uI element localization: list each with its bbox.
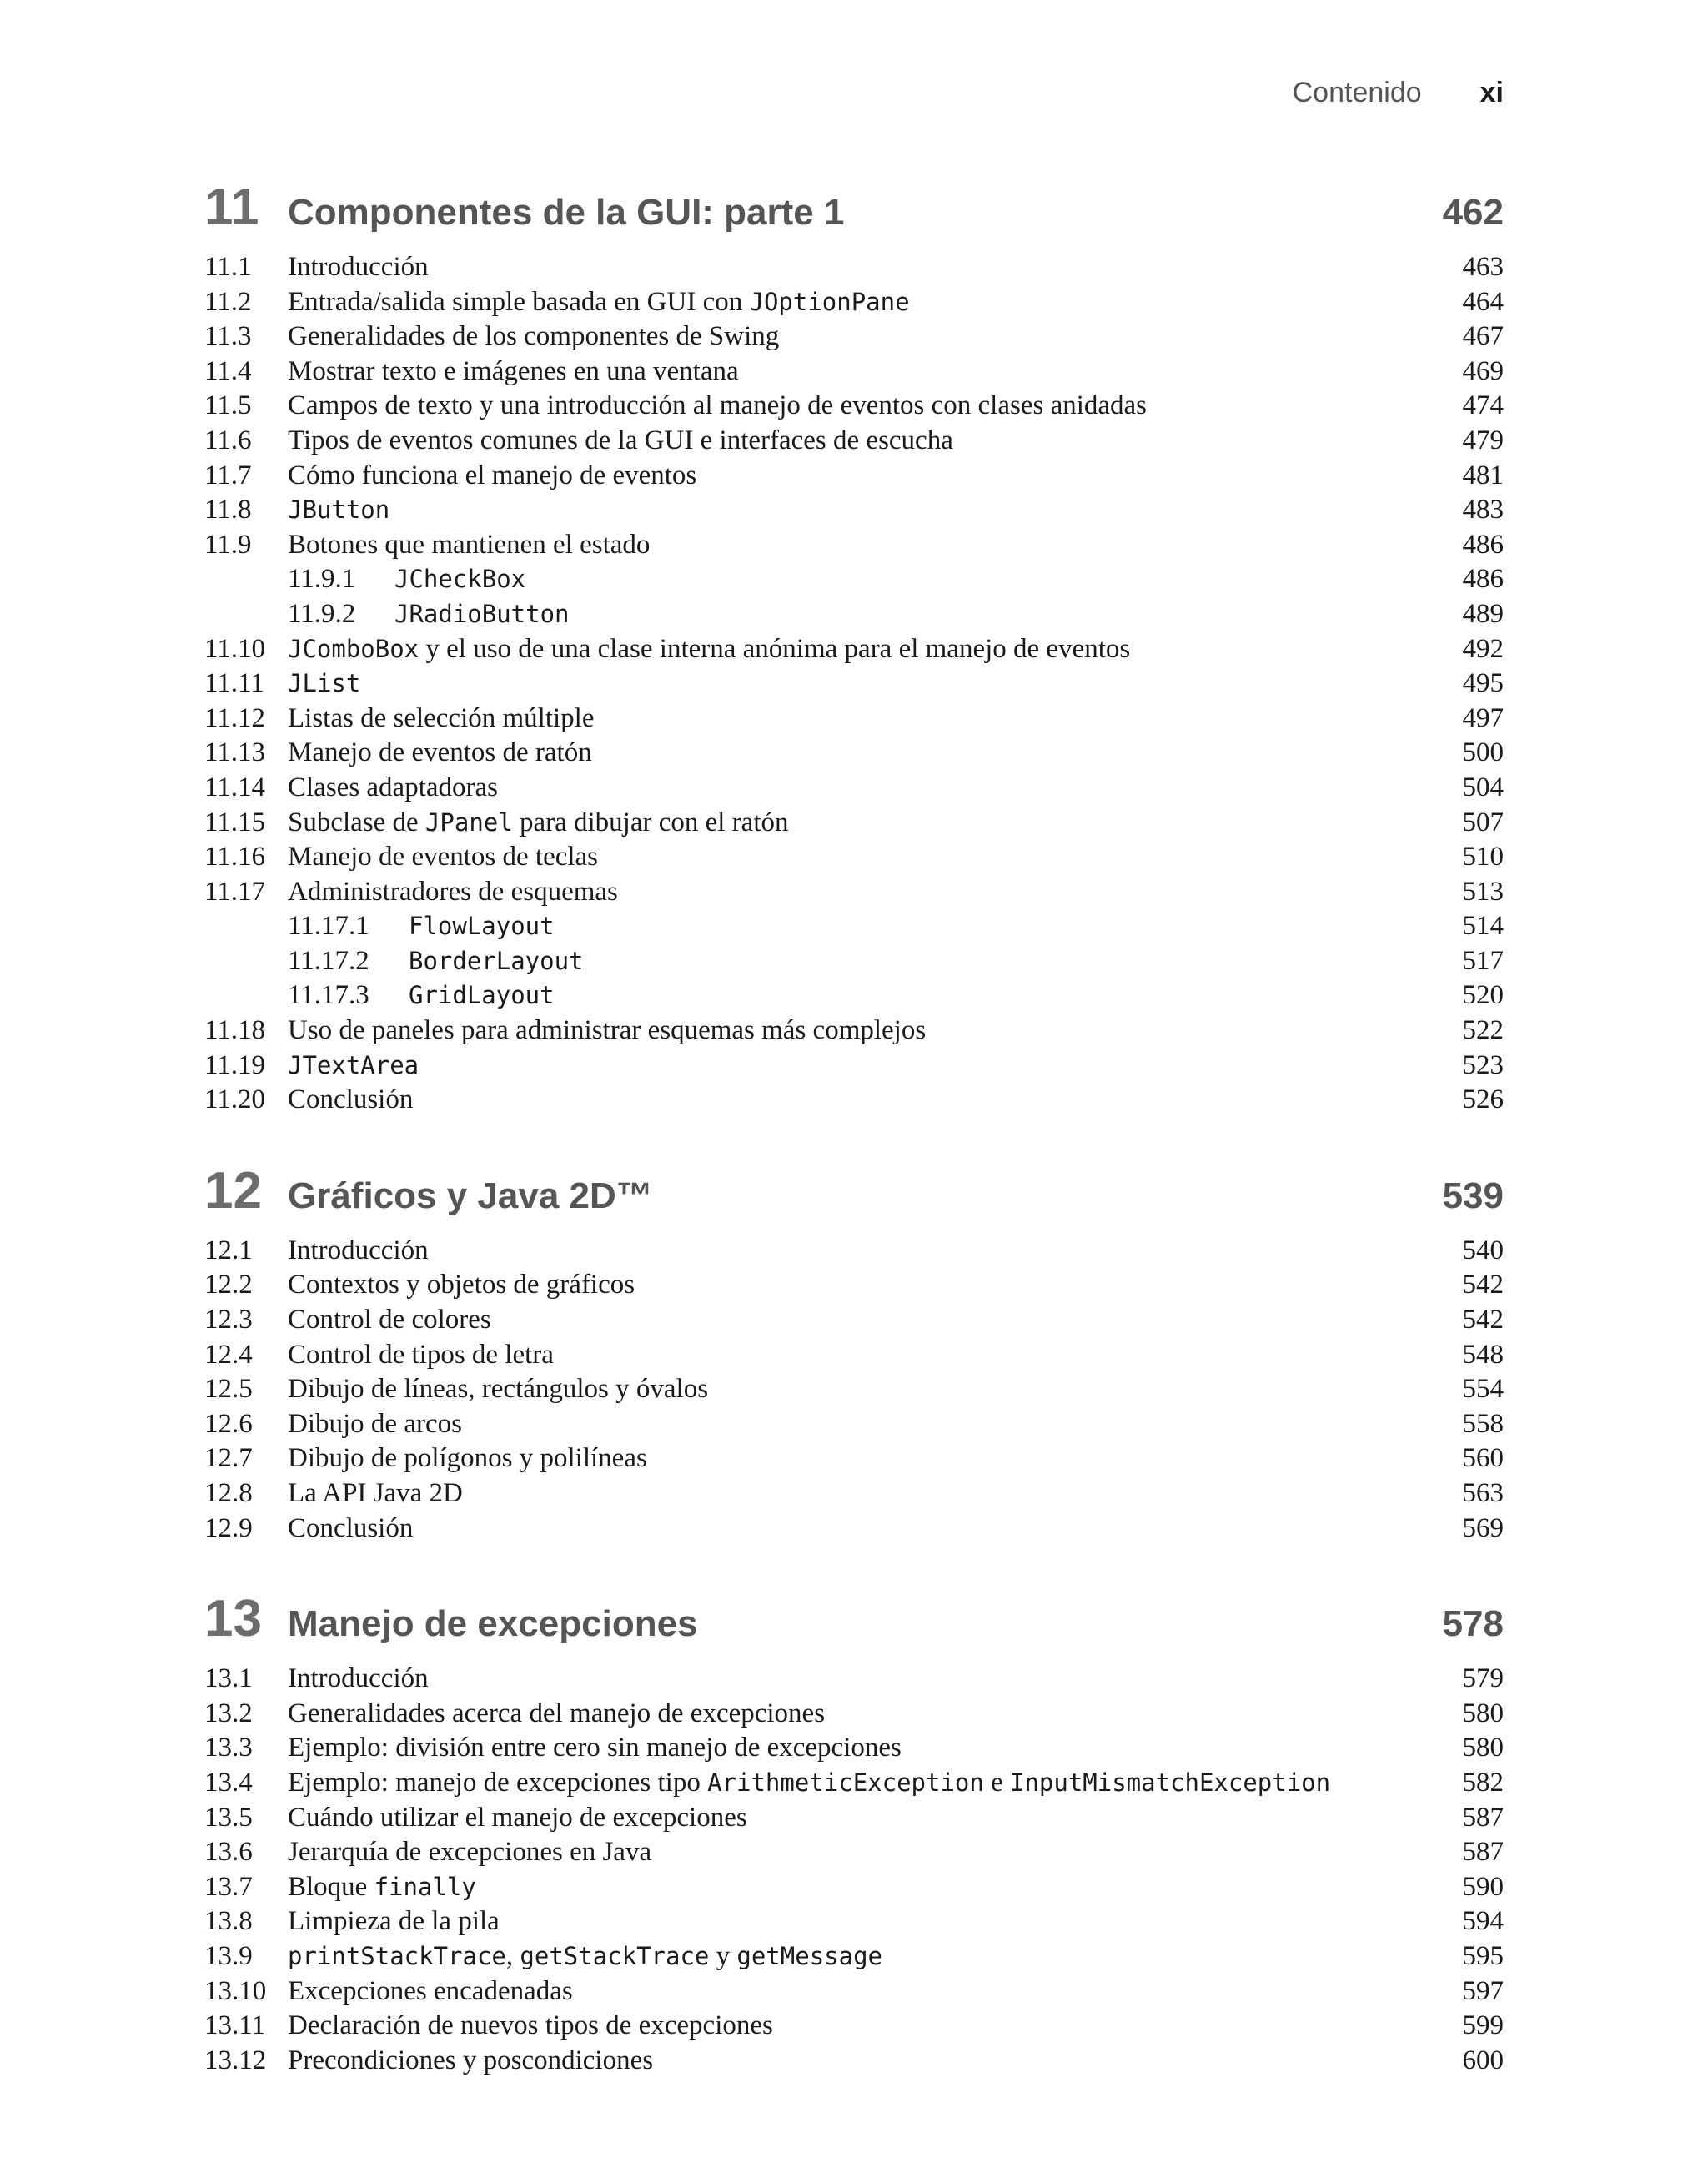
code-term: JOptionPane [749,287,910,316]
section-number: 13.6 [204,1837,253,1868]
section-title [288,530,1463,561]
chapter-heading[interactable] [204,1590,1504,1663]
toc-entry[interactable] [204,842,1504,877]
section-page-number: 580 [1462,1733,1504,1763]
section-number: 11.11 [204,668,264,699]
section-number: 13.9 [204,1940,253,1971]
section-number: 11.12 [204,702,266,733]
title-text: Conclusión [288,1512,414,1543]
section-title [288,1663,1463,1694]
running-header-page-number: xi [1479,77,1504,108]
section-page-number: 495 [1462,668,1504,699]
section-title [288,1409,1463,1440]
toc-entry[interactable] [204,980,1504,1015]
title-text: Generalidades acerca del manejo de excepciones [288,1698,826,1728]
section-page-number: 563 [1462,1478,1504,1508]
title-text: Clases adaptadoras [288,772,498,802]
section-page-number: 522 [1462,1015,1504,1046]
section-number: 11.16 [204,842,266,873]
running-header [1293,77,1504,109]
chapter-heading[interactable] [204,179,1504,252]
code-term: JTextArea [288,1050,419,1079]
section-number: 11.8 [204,495,252,526]
section-title [288,1050,1463,1081]
title-text: Cómo funciona el manejo de eventos [288,460,697,490]
section-page-number: 590 [1462,1871,1504,1902]
toc-entry[interactable] [204,1768,1504,1803]
toc-entry[interactable] [204,772,1504,807]
section-title [288,1084,1463,1115]
section-title [288,1976,1463,2007]
title-text: Declaración de nuevos tipos de excepciones [288,2010,773,2041]
section-title [288,1733,1463,1763]
section-number: 12.7 [204,1443,253,1474]
title-text: Administradores de esquemas [288,876,618,907]
chapter-page-number: 578 [1442,1603,1504,1645]
section-page-number: 523 [1462,1049,1504,1080]
title-text: y [709,1940,737,1971]
section-page-number: 492 [1462,633,1504,664]
section-number: 13.11 [204,2010,266,2041]
section-number: 11.2 [204,286,252,317]
title-text: Introducción [288,1235,429,1265]
toc-entry[interactable] [204,1340,1504,1375]
section-number: 12.8 [204,1478,253,1508]
toc-entry[interactable] [204,1478,1504,1513]
section-number: 11.7 [204,460,252,490]
toc-entry[interactable] [204,425,1504,460]
toc-entry[interactable] [204,1837,1504,1872]
chapter-number: 12 [204,1161,262,1220]
section-number: 11.13 [204,737,266,768]
section-number: 13.7 [204,1871,253,1902]
title-text: Ejemplo: división entre cero sin manejo de excepciones [288,1733,902,1763]
code-term: JButton [288,495,390,525]
section-title [288,252,1463,283]
section-page-number: 587 [1462,1802,1504,1833]
toc-entry[interactable] [204,495,1504,530]
title-text: Manejo de eventos de ratón [288,737,592,768]
section-number: 11.17 [204,876,266,907]
section-list [204,1235,1504,1547]
title-text: Limpieza de la pila [288,1906,500,1937]
section-page-number: 463 [1462,252,1504,282]
section-title [409,911,1463,942]
section-number: 11.18 [204,1015,266,1046]
code-term: BorderLayout [409,946,584,975]
section-page-number: 597 [1462,1975,1504,2006]
title-text: Precondiciones y poscondiciones [288,2045,654,2075]
section-number: 12.4 [204,1339,253,1370]
section-number: 11.10 [204,633,266,664]
section-number: 11.14 [204,772,266,802]
section-number: 13.8 [204,1906,253,1937]
section-title [288,772,1463,803]
section-number: 11.9.1 [288,564,356,595]
title-text: Contextos y objetos de gráficos [288,1270,635,1300]
section-title [288,877,1463,908]
chapter-number: 11 [204,179,259,236]
section-page-number: 486 [1462,529,1504,560]
section-page-number: 579 [1462,1663,1504,1694]
section-title [409,946,1463,977]
toc-entry[interactable] [204,390,1504,425]
section-title [288,807,1463,838]
code-term: JList [288,669,361,698]
section-number: 13.10 [204,1975,267,2006]
section-page-number: 587 [1462,1837,1504,1868]
section-number: 12.6 [204,1408,253,1439]
toc-entry[interactable] [204,321,1504,356]
code-term: finally [374,1872,476,1901]
section-title [288,495,1463,526]
running-header-title: Contenido [1292,77,1422,108]
section-title [394,564,1463,595]
section-number: 13.1 [204,1663,253,1694]
title-text: Campos de texto y una introducción al manejo de eventos con clases anidadas [288,390,1148,421]
section-page-number: 479 [1462,425,1504,455]
chapter-13 [204,1590,1504,2080]
section-title [288,321,1463,352]
title-text: Entrada/salida simple basada en GUI con [288,286,750,317]
toc-entry[interactable] [204,1976,1504,2011]
title-text: Dibujo de arcos [288,1408,462,1439]
section-title [288,1235,1463,1266]
toc-entry[interactable] [204,287,1504,322]
toc-entry[interactable] [204,703,1504,738]
section-number: 13.12 [204,2045,267,2075]
section-number: 11.3 [204,321,252,352]
section-title [288,703,1463,734]
title-text: Uso de paneles para administrar esquemas más complejos [288,1015,927,1046]
title-text: Dibujo de líneas, rectángulos y óvalos [288,1374,709,1405]
section-title [288,1803,1463,1833]
section-number: 11.5 [204,390,252,421]
toc-entry[interactable] [204,1050,1504,1085]
section-page-number: 599 [1462,2010,1504,2041]
section-page-number: 520 [1462,980,1504,1011]
section-title [288,737,1463,768]
section-title [394,599,1463,630]
toc-entry[interactable] [204,252,1504,287]
section-number: 11.4 [204,355,252,386]
title-text: Excepciones encadenadas [288,1975,573,2006]
section-page-number: 510 [1462,842,1504,873]
toc-entry[interactable] [204,634,1504,669]
toc-entry[interactable] [204,807,1504,843]
toc-entry[interactable] [204,1941,1504,1976]
title-text: Ejemplo: manejo de excepciones tipo [288,1767,708,1798]
toc-entry[interactable] [204,2010,1504,2045]
toc-entry[interactable] [204,946,1504,981]
code-term: InputMismatchException [1009,1768,1331,1797]
title-text: Dibujo de polígonos y polilíneas [288,1443,647,1474]
section-page-number: 569 [1462,1512,1504,1543]
section-title [288,1443,1463,1474]
section-title [288,1270,1463,1300]
toc-entry[interactable] [204,1663,1504,1698]
section-number: 11.19 [204,1049,266,1080]
toc-entry[interactable] [204,564,1504,599]
section-title [288,425,1463,456]
title-text: e [983,1767,1010,1798]
chapter-page-number: 462 [1442,192,1504,233]
code-term: JRadioButton [394,599,570,628]
section-title [288,356,1463,387]
toc-entry[interactable] [204,1443,1504,1478]
title-text: Generalidades de los componentes de Swing [288,321,780,352]
section-number: 11.6 [204,425,252,455]
section-title [288,1906,1463,1937]
section-number: 13.4 [204,1767,253,1798]
toc-entry[interactable] [204,530,1504,565]
section-title [288,1374,1463,1405]
section-page-number: 486 [1462,564,1504,595]
section-title [288,842,1463,873]
section-title [409,980,1463,1011]
section-title [288,287,1463,318]
section-number: 12.9 [204,1512,253,1543]
toc-entry[interactable] [204,1803,1504,1838]
section-page-number: 489 [1462,598,1504,629]
table-of-contents [204,179,1504,2125]
section-page-number: 542 [1462,1305,1504,1335]
section-number: 13.3 [204,1733,253,1763]
section-title [288,390,1463,421]
title-text: Introducción [288,1663,429,1694]
toc-entry[interactable] [204,1235,1504,1270]
toc-entry[interactable] [204,1084,1504,1119]
toc-entry[interactable] [204,1305,1504,1340]
section-number: 11.17.1 [288,911,369,942]
title-text: , [505,1940,520,1971]
toc-entry[interactable] [204,460,1504,495]
section-title [288,1872,1463,1903]
toc-entry[interactable] [204,1698,1504,1733]
title-text: Jerarquía de excepciones en Java [288,1837,652,1868]
title-text: Conclusión [288,1084,414,1115]
code-term: getMessage [736,1941,882,1970]
section-page-number: 474 [1462,390,1504,421]
section-page-number: 469 [1462,355,1504,386]
section-page-number: 548 [1462,1339,1504,1370]
section-page-number: 542 [1462,1270,1504,1300]
section-page-number: 540 [1462,1235,1504,1265]
section-page-number: 513 [1462,876,1504,907]
section-title [288,2010,1463,2041]
title-text: Mostrar texto e imágenes en una ventana [288,355,739,386]
section-number: 12.2 [204,1270,253,1300]
toc-entry[interactable] [204,1374,1504,1409]
chapter-11 [204,179,1504,1119]
section-title [288,2045,1463,2076]
toc-entry[interactable] [204,877,1504,912]
section-page-number: 594 [1462,1906,1504,1937]
code-term: JPanel [424,807,513,837]
section-page-number: 526 [1462,1084,1504,1115]
title-text: Manejo de eventos de teclas [288,842,599,873]
chapter-heading[interactable] [204,1161,1504,1235]
section-number: 11.9 [204,529,252,560]
chapter-number: 13 [204,1590,262,1648]
section-page-number: 497 [1462,702,1504,733]
toc-entry[interactable] [204,1270,1504,1305]
section-title [288,668,1463,699]
toc-entry[interactable] [204,911,1504,946]
title-text: Control de colores [288,1305,491,1335]
chapter-title: Componentes de la GUI: parte 1 [288,192,845,233]
section-page-number: 464 [1462,286,1504,317]
section-title [288,1015,1463,1046]
chapter-12 [204,1161,1504,1547]
title-text: Cuándo utilizar el manejo de excepciones [288,1802,747,1833]
section-page-number: 580 [1462,1698,1504,1728]
section-title [288,1305,1463,1335]
code-term: printStackTrace [288,1941,506,1970]
code-term: JComboBox [288,634,419,663]
section-page-number: 467 [1462,321,1504,352]
title-text: Control de tipos de letra [288,1339,554,1370]
section-title [288,460,1463,491]
chapter-title: Gráficos y Java 2D™ [288,1175,653,1216]
code-term: ArithmeticException [707,1768,984,1797]
section-title [288,1698,1463,1729]
section-page-number: 504 [1462,772,1504,802]
section-page-number: 600 [1462,2045,1504,2075]
section-title [288,1768,1463,1798]
toc-entry[interactable] [204,1015,1504,1050]
title-text: Bloque [288,1871,374,1902]
code-term: GridLayout [409,981,555,1010]
section-number: 12.3 [204,1305,253,1335]
section-page-number: 500 [1462,737,1504,768]
chapter-title: Manejo de excepciones [288,1603,698,1645]
section-number: 12.1 [204,1235,253,1265]
section-number: 11.15 [204,807,266,837]
code-term: getStackTrace [520,1941,710,1970]
section-number: 11.9.2 [288,598,356,629]
section-title [288,634,1463,665]
section-page-number: 483 [1462,495,1504,526]
toc-entry[interactable] [204,1513,1504,1548]
title-text: para dibujar con el ratón [512,807,789,837]
section-number: 11.1 [204,252,252,282]
toc-entry[interactable] [204,737,1504,772]
title-text: Listas de selección múltiple [288,702,595,733]
section-page-number: 481 [1462,460,1504,490]
section-page-number: 582 [1462,1767,1504,1798]
chapter-page-number: 539 [1442,1175,1504,1216]
section-page-number: 514 [1462,911,1504,942]
section-page-number: 595 [1462,1940,1504,1971]
section-list [204,1663,1504,2080]
toc-entry[interactable] [204,2045,1504,2080]
toc-entry[interactable] [204,1906,1504,1941]
section-title [288,1478,1463,1509]
section-number: 11.20 [204,1084,266,1115]
section-page-number: 554 [1462,1374,1504,1405]
section-title [288,1941,1463,1972]
section-page-number: 507 [1462,807,1504,837]
toc-entry[interactable] [204,1409,1504,1444]
code-term: FlowLayout [409,912,555,941]
title-text: Introducción [288,252,429,282]
title-text: Subclase de [288,807,425,837]
section-title [288,1837,1463,1868]
section-page-number: 560 [1462,1443,1504,1474]
toc-entry[interactable] [204,599,1504,634]
toc-entry[interactable] [204,668,1504,703]
section-page-number: 558 [1462,1408,1504,1439]
section-list [204,252,1504,1119]
title-text: y el uso de una clase interna anónima para el manejo de eventos [419,633,1131,664]
section-title [288,1340,1463,1371]
section-page-number: 517 [1462,945,1504,976]
section-title [288,1513,1463,1544]
title-text: Botones que mantienen el estado [288,529,651,560]
section-number: 11.17.2 [288,945,369,976]
title-text: Tipos de eventos comunes de la GUI e interfaces de escucha [288,425,953,455]
section-number: 13.5 [204,1802,253,1833]
title-text: La API Java 2D [288,1478,463,1508]
toc-entry[interactable] [204,1733,1504,1768]
code-term: JCheckBox [394,565,526,594]
toc-entry[interactable] [204,356,1504,391]
section-number: 13.2 [204,1698,253,1728]
section-number: 11.17.3 [288,980,369,1011]
section-number: 12.5 [204,1374,253,1405]
toc-entry[interactable] [204,1872,1504,1907]
